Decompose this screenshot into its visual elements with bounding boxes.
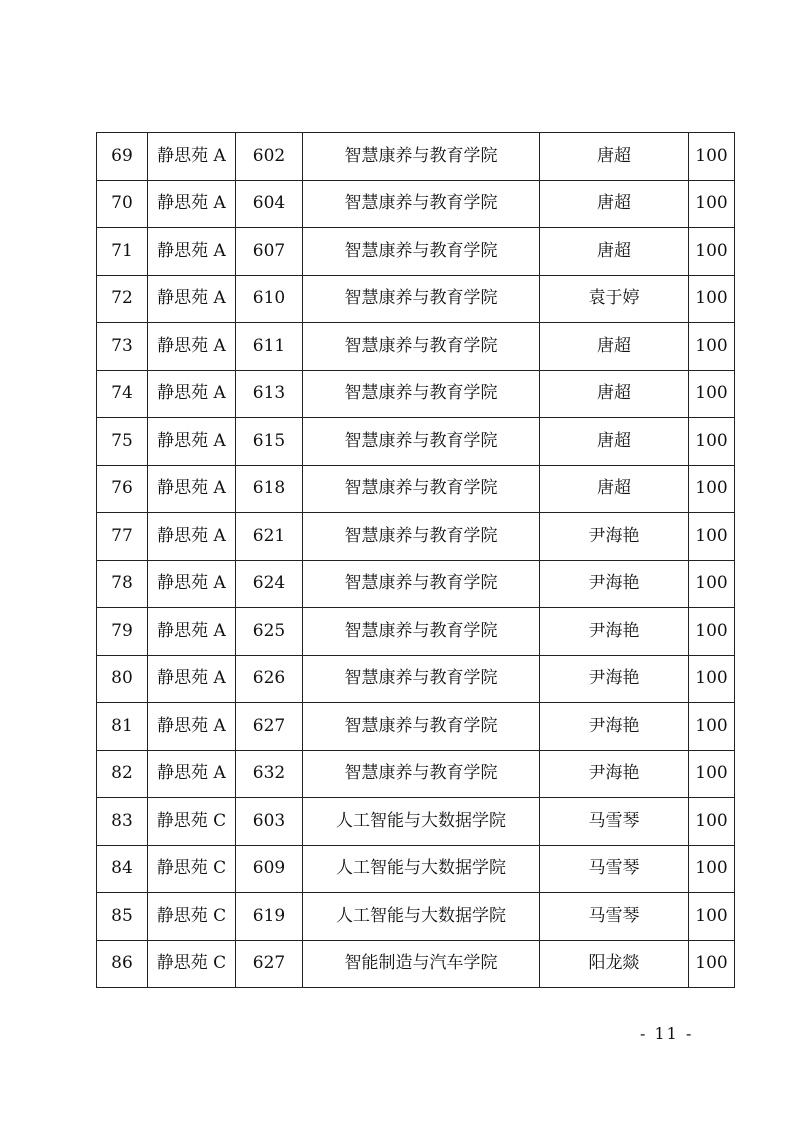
college-cell: 智慧康养与教育学院 <box>303 465 540 513</box>
score-cell: 100 <box>689 133 735 181</box>
college-cell: 智慧康养与教育学院 <box>303 750 540 798</box>
room-cell: 611 <box>236 323 303 371</box>
row-number-cell: 75 <box>97 418 148 466</box>
counselor-cell: 唐超 <box>540 133 689 181</box>
counselor-cell: 尹海艳 <box>540 655 689 703</box>
college-cell: 智慧康养与教育学院 <box>303 228 540 276</box>
row-number-cell: 71 <box>97 228 148 276</box>
college-cell: 智慧康养与教育学院 <box>303 133 540 181</box>
counselor-cell: 尹海艳 <box>540 750 689 798</box>
counselor-cell: 袁于婷 <box>540 275 689 323</box>
college-cell: 智慧康养与教育学院 <box>303 323 540 371</box>
building-cell: 静思苑 A <box>148 370 236 418</box>
building-cell: 静思苑 A <box>148 655 236 703</box>
college-cell: 智慧康养与教育学院 <box>303 370 540 418</box>
counselor-cell: 尹海艳 <box>540 703 689 751</box>
table-row <box>97 940 735 988</box>
room-cell: 615 <box>236 418 303 466</box>
score-cell: 100 <box>689 513 735 561</box>
building-cell: 静思苑 C <box>148 893 236 941</box>
table-body <box>97 133 735 988</box>
table-row <box>97 275 735 323</box>
table-row <box>97 608 735 656</box>
room-cell: 624 <box>236 560 303 608</box>
row-number-cell: 86 <box>97 940 148 988</box>
room-cell: 607 <box>236 228 303 276</box>
row-number-cell: 81 <box>97 703 148 751</box>
room-cell: 627 <box>236 940 303 988</box>
counselor-cell: 唐超 <box>540 323 689 371</box>
college-cell: 人工智能与大数据学院 <box>303 893 540 941</box>
row-number-cell: 78 <box>97 560 148 608</box>
building-cell: 静思苑 A <box>148 180 236 228</box>
score-cell: 100 <box>689 750 735 798</box>
dormitory-score-table <box>96 132 735 988</box>
building-cell: 静思苑 A <box>148 703 236 751</box>
table-row <box>97 180 735 228</box>
building-cell: 静思苑 A <box>148 465 236 513</box>
score-cell: 100 <box>689 893 735 941</box>
room-cell: 621 <box>236 513 303 561</box>
score-cell: 100 <box>689 228 735 276</box>
table-row <box>97 133 735 181</box>
counselor-cell: 尹海艳 <box>540 608 689 656</box>
building-cell: 静思苑 C <box>148 845 236 893</box>
table-row <box>97 560 735 608</box>
table-row <box>97 750 735 798</box>
table-row <box>97 418 735 466</box>
row-number-cell: 84 <box>97 845 148 893</box>
score-cell: 100 <box>689 798 735 846</box>
table-row <box>97 465 735 513</box>
score-cell: 100 <box>689 560 735 608</box>
score-cell: 100 <box>689 370 735 418</box>
room-cell: 626 <box>236 655 303 703</box>
counselor-cell: 马雪琴 <box>540 893 689 941</box>
room-cell: 627 <box>236 703 303 751</box>
room-cell: 613 <box>236 370 303 418</box>
table-row <box>97 323 735 371</box>
building-cell: 静思苑 A <box>148 608 236 656</box>
room-cell: 603 <box>236 798 303 846</box>
row-number-cell: 72 <box>97 275 148 323</box>
score-cell: 100 <box>689 655 735 703</box>
row-number-cell: 73 <box>97 323 148 371</box>
room-cell: 609 <box>236 845 303 893</box>
table-row <box>97 893 735 941</box>
score-cell: 100 <box>689 323 735 371</box>
table-row <box>97 798 735 846</box>
building-cell: 静思苑 A <box>148 750 236 798</box>
counselor-cell: 唐超 <box>540 228 689 276</box>
building-cell: 静思苑 A <box>148 513 236 561</box>
room-cell: 604 <box>236 180 303 228</box>
building-cell: 静思苑 A <box>148 228 236 276</box>
row-number-cell: 82 <box>97 750 148 798</box>
college-cell: 人工智能与大数据学院 <box>303 845 540 893</box>
row-number-cell: 85 <box>97 893 148 941</box>
counselor-cell: 唐超 <box>540 180 689 228</box>
row-number-cell: 70 <box>97 180 148 228</box>
table-row <box>97 513 735 561</box>
counselor-cell: 唐超 <box>540 370 689 418</box>
counselor-cell: 马雪琴 <box>540 845 689 893</box>
counselor-cell: 尹海艳 <box>540 560 689 608</box>
college-cell: 智慧康养与教育学院 <box>303 513 540 561</box>
room-cell: 625 <box>236 608 303 656</box>
row-number-cell: 69 <box>97 133 148 181</box>
building-cell: 静思苑 A <box>148 275 236 323</box>
table-row <box>97 703 735 751</box>
counselor-cell: 阳龙燚 <box>540 940 689 988</box>
counselor-cell: 唐超 <box>540 418 689 466</box>
room-cell: 618 <box>236 465 303 513</box>
row-number-cell: 83 <box>97 798 148 846</box>
row-number-cell: 79 <box>97 608 148 656</box>
building-cell: 静思苑 A <box>148 133 236 181</box>
table-row <box>97 655 735 703</box>
counselor-cell: 唐超 <box>540 465 689 513</box>
score-cell: 100 <box>689 275 735 323</box>
building-cell: 静思苑 A <box>148 560 236 608</box>
table-row <box>97 228 735 276</box>
row-number-cell: 80 <box>97 655 148 703</box>
building-cell: 静思苑 A <box>148 323 236 371</box>
room-cell: 619 <box>236 893 303 941</box>
college-cell: 人工智能与大数据学院 <box>303 798 540 846</box>
score-cell: 100 <box>689 465 735 513</box>
row-number-cell: 74 <box>97 370 148 418</box>
score-cell: 100 <box>689 180 735 228</box>
score-cell: 100 <box>689 608 735 656</box>
college-cell: 智能制造与汽车学院 <box>303 940 540 988</box>
room-cell: 632 <box>236 750 303 798</box>
college-cell: 智慧康养与教育学院 <box>303 180 540 228</box>
score-cell: 100 <box>689 940 735 988</box>
page-number: - 11 - <box>640 1024 694 1043</box>
college-cell: 智慧康养与教育学院 <box>303 703 540 751</box>
score-cell: 100 <box>689 845 735 893</box>
college-cell: 智慧康养与教育学院 <box>303 560 540 608</box>
college-cell: 智慧康养与教育学院 <box>303 275 540 323</box>
college-cell: 智慧康养与教育学院 <box>303 655 540 703</box>
score-cell: 100 <box>689 703 735 751</box>
building-cell: 静思苑 A <box>148 418 236 466</box>
college-cell: 智慧康养与教育学院 <box>303 608 540 656</box>
college-cell: 智慧康养与教育学院 <box>303 418 540 466</box>
room-cell: 602 <box>236 133 303 181</box>
table-row <box>97 845 735 893</box>
row-number-cell: 76 <box>97 465 148 513</box>
building-cell: 静思苑 C <box>148 798 236 846</box>
table-row <box>97 370 735 418</box>
counselor-cell: 尹海艳 <box>540 513 689 561</box>
room-cell: 610 <box>236 275 303 323</box>
row-number-cell: 77 <box>97 513 148 561</box>
building-cell: 静思苑 C <box>148 940 236 988</box>
score-cell: 100 <box>689 418 735 466</box>
counselor-cell: 马雪琴 <box>540 798 689 846</box>
